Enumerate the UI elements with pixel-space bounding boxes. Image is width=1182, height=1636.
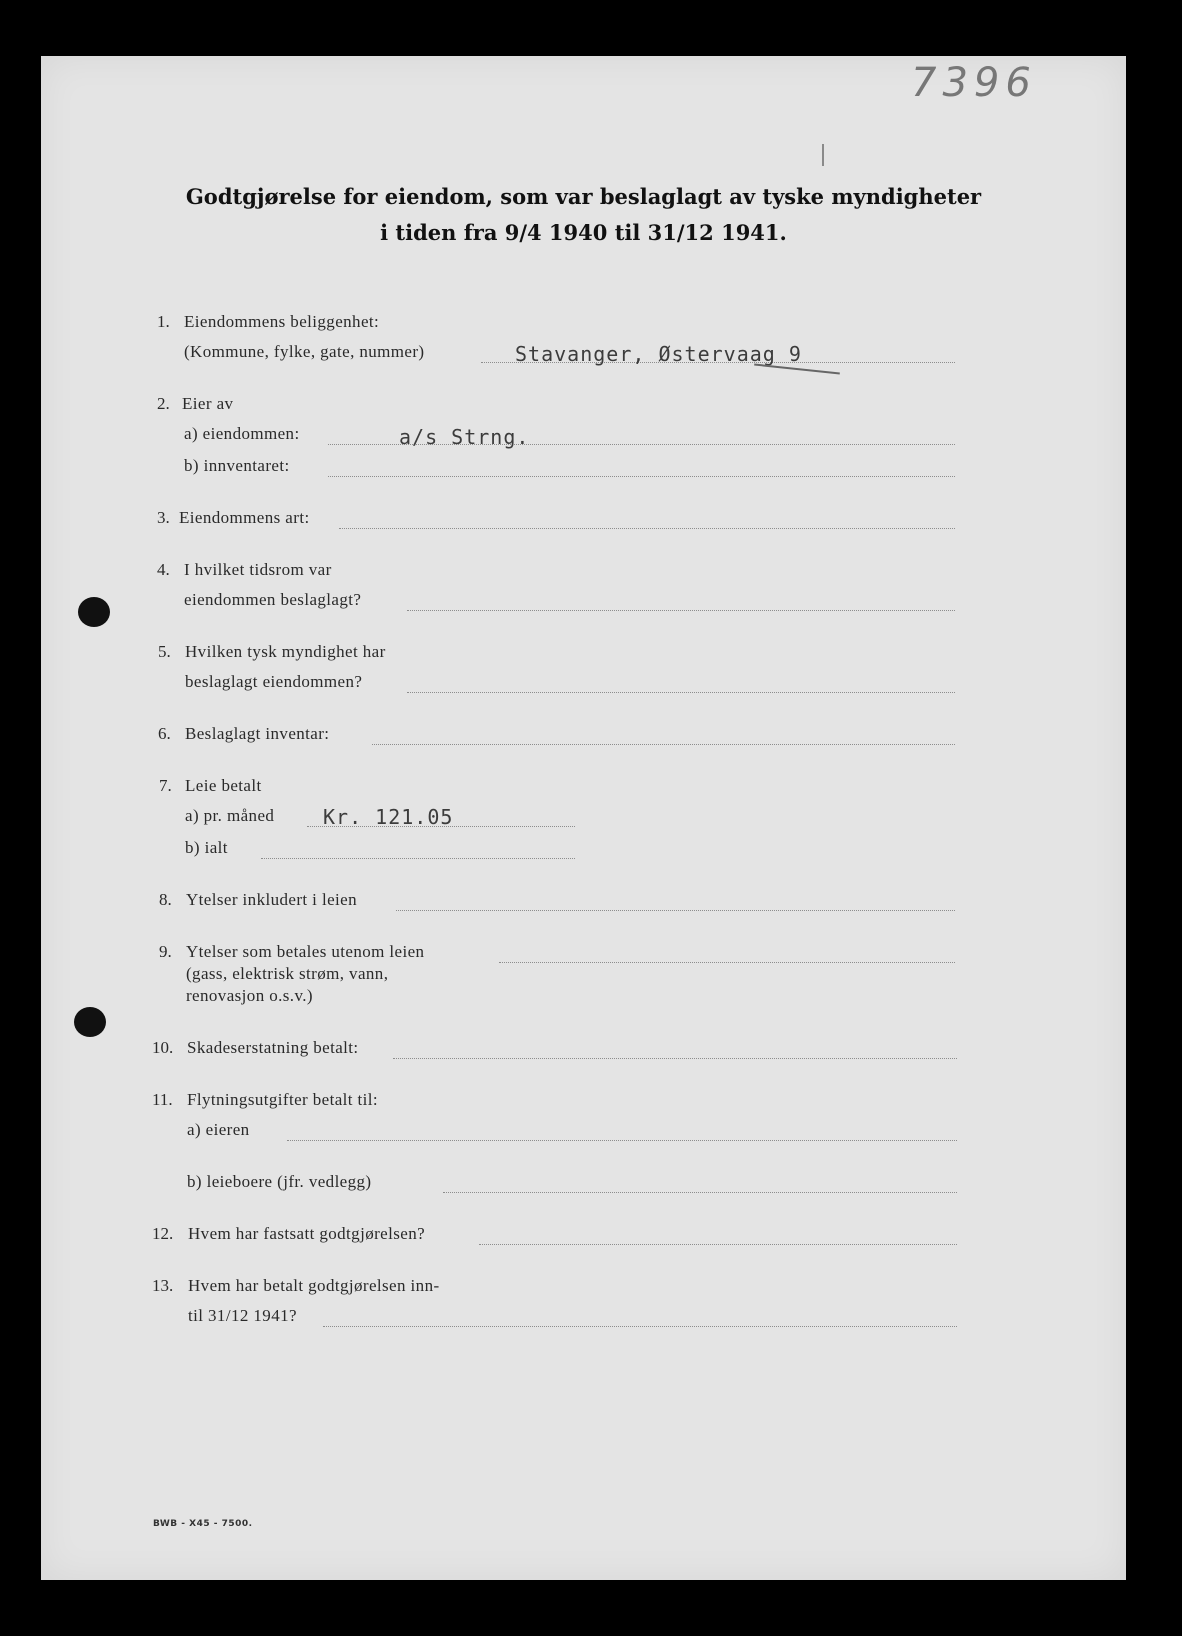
item-2-label: Eier av (182, 394, 234, 413)
item-10-label: Skadeserstatning betalt: (187, 1038, 359, 1057)
item-9-number: 9. (159, 942, 172, 961)
item-4-number: 4. (157, 560, 170, 579)
item-9-field (499, 962, 955, 963)
item-7b-label: b) ialt (185, 838, 228, 857)
item-10-field (393, 1058, 957, 1059)
item-4-label: I hvilket tidsrom var (184, 560, 332, 579)
item-2a-label: a) eiendommen: (184, 424, 300, 443)
item-1-label: Eiendommens beliggenhet: (184, 312, 380, 331)
item-11-number: 11. (152, 1090, 173, 1109)
item-5-label: Hvilken tysk myndighet har (185, 642, 386, 661)
item-8-field (396, 910, 955, 911)
form-title-line-1: Godtgjørelse for eiendom, som var beslaglagt av tyske myndigheter (185, 184, 982, 209)
item-9-label: Ytelser som betales utenom leien (186, 942, 425, 961)
item-7a-value: Kr. 121.05 (323, 805, 454, 829)
item-6-label: Beslaglagt inventar: (185, 724, 330, 743)
item-9-sublabel-2: renovasjon o.s.v.) (186, 986, 313, 1005)
item-3-label: Eiendommens art: (179, 508, 310, 527)
item-2b-label: b) innventaret: (184, 456, 290, 475)
item-7-label: Leie betalt (185, 776, 262, 795)
item-2-number: 2. (157, 394, 170, 413)
item-4-sublabel: eiendommen beslaglagt? (184, 590, 362, 609)
item-12-number: 12. (152, 1224, 174, 1243)
item-3-field (339, 528, 955, 529)
form-title-line-2: i tiden fra 9/4 1940 til 31/12 1941. (380, 220, 787, 245)
archive-number: 7396 (911, 60, 1037, 106)
item-1-value: Stavanger, Østervaag 9 (515, 342, 802, 366)
punch-hole-bottom (74, 1007, 106, 1037)
form-page (41, 56, 1126, 1580)
pencil-mark (822, 144, 824, 166)
item-2b-field (328, 476, 955, 477)
item-6-number: 6. (158, 724, 171, 743)
item-1-sublabel: (Kommune, fylke, gate, nummer) (184, 342, 425, 361)
item-7a-label: a) pr. måned (185, 806, 275, 825)
item-5-number: 5. (158, 642, 171, 661)
item-7-number: 7. (159, 776, 172, 795)
item-4-field (407, 610, 955, 611)
item-7b-field (261, 858, 575, 859)
item-6-field (372, 744, 955, 745)
item-13-field (323, 1326, 957, 1327)
item-11a-field (287, 1140, 957, 1141)
punch-hole-top (78, 597, 110, 627)
item-11-label: Flytningsutgifter betalt til: (187, 1090, 379, 1109)
item-12-label: Hvem har fastsatt godtgjørelsen? (188, 1224, 426, 1243)
printer-imprint: BWB - X45 - 7500. (153, 1519, 253, 1529)
item-12-field (479, 1244, 957, 1245)
item-5-field (407, 692, 955, 693)
item-10-number: 10. (152, 1038, 174, 1057)
item-1-number: 1. (157, 312, 170, 331)
item-3-number: 3. (157, 508, 170, 527)
item-11b-field (443, 1192, 957, 1193)
item-9-sublabel: (gass, elektrisk strøm, vann, (186, 964, 389, 983)
item-13-sublabel: til 31/12 1941? (188, 1306, 297, 1325)
item-11b-label: b) leieboere (jfr. vedlegg) (187, 1172, 372, 1191)
item-5-sublabel: beslaglagt eiendommen? (185, 672, 363, 691)
item-8-number: 8. (159, 890, 172, 909)
item-11a-label: a) eieren (187, 1120, 250, 1139)
item-13-label: Hvem har betalt godtgjørelsen inn- (188, 1276, 440, 1295)
item-13-number: 13. (152, 1276, 174, 1295)
item-8-label: Ytelser inkludert i leien (186, 890, 357, 909)
item-2a-value: a/s Strng. (399, 425, 530, 449)
